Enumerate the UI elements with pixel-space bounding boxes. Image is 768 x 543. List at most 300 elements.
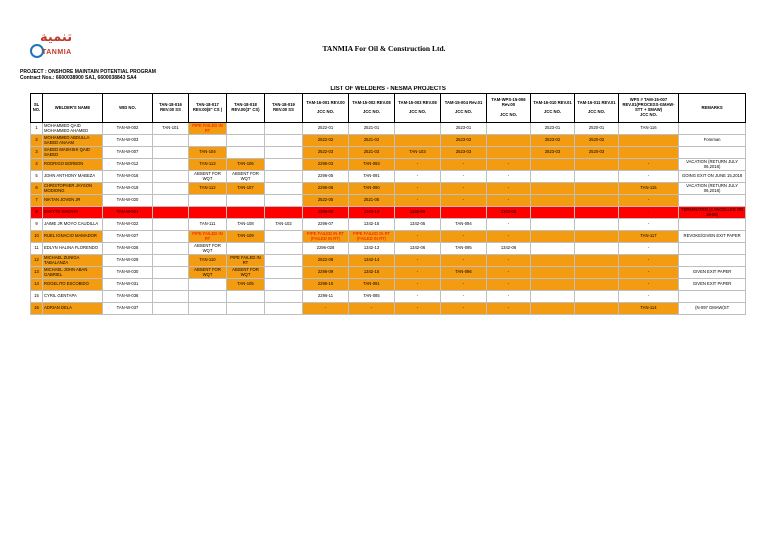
cell-c4 [265, 171, 303, 183]
table-row [31, 135, 746, 147]
cell-c1 [153, 207, 189, 219]
cell-c12: TAN-116 [619, 123, 679, 135]
cell-c6: 1342-14 [349, 207, 395, 219]
cell-c6: TAN-093 [349, 159, 395, 171]
cell-c10: 2523-01 [531, 123, 575, 135]
cell-c13 [679, 195, 746, 207]
cell-c12: - [619, 207, 679, 219]
cell-sl: 10 [31, 231, 43, 243]
cell-c1 [153, 231, 189, 243]
cell-c1 [153, 291, 189, 303]
cell-c1 [153, 279, 189, 291]
header-h1: TAN-18-016 REV.00 SS [153, 94, 189, 123]
cell-c12: TAN-114 [619, 303, 679, 315]
cell-c9: - [487, 195, 531, 207]
cell-c6: TAN-091 [349, 279, 395, 291]
cell-c7: - [395, 183, 441, 195]
cell-c3 [227, 207, 265, 219]
cell-c13 [679, 219, 746, 231]
cell-c3: TAN-107 [227, 183, 265, 195]
cell-sl: 15 [31, 291, 43, 303]
cell-c3 [227, 195, 265, 207]
cell-c7: - [395, 159, 441, 171]
cell-c2: PIPE FAILED IN RT [189, 231, 227, 243]
table-row [31, 255, 746, 267]
cell-c2 [189, 195, 227, 207]
cell-sl: 16 [31, 303, 43, 315]
cell-wid: TAN-W-003 [103, 135, 153, 147]
cell-c13 [679, 123, 746, 135]
cell-c8: 2523-02 [441, 135, 487, 147]
cell-name: EDLYN HALINA FLORENDO [43, 243, 103, 255]
header-h8-top: TAM-15-004 Rev.01 [444, 99, 483, 105]
header-h11-top: TAM-16-011 REV.01 [577, 99, 616, 105]
header-h5-sub: JCC NO. [317, 109, 334, 115]
cell-c5: 2296-08 [303, 207, 349, 219]
header-h6 [349, 94, 395, 123]
header-h11-sub: JCC NO. [588, 109, 605, 115]
table-row [31, 207, 746, 219]
cell-c4 [265, 255, 303, 267]
cell-c12: - [619, 267, 679, 279]
cell-c12: - [619, 255, 679, 267]
cell-name: MICHAEL ZUNIGA TABALANZA [43, 255, 103, 267]
cell-c6: TAN-085 [349, 291, 395, 303]
cell-c9: - [487, 291, 531, 303]
cell-c10 [531, 255, 575, 267]
header-h12-top: WPS # TAM-15-007 REV.01(PROCESS-GMAW-STT + SMAW) [622, 97, 675, 112]
cell-c7: - [395, 231, 441, 243]
cell-c13: GOING EXIT ON JUNE 15,2018 [679, 171, 746, 183]
cell-c9: - [487, 255, 531, 267]
cell-c5: 2296-05 [303, 171, 349, 183]
header-h5-top: TAM-16-001 REV.00 [306, 99, 345, 105]
cell-wid: TAN-W-030 [103, 267, 153, 279]
cell-sl: 6 [31, 183, 43, 195]
cell-sl: 4 [31, 159, 43, 171]
cell-c9: 1342-05 [487, 207, 531, 219]
cell-c10 [531, 159, 575, 171]
cell-c6: PIPE FAILED IN RT (FAILED IN RT) [349, 231, 395, 243]
header-h12 [619, 94, 679, 123]
cell-c12: - [619, 243, 679, 255]
cell-c13: VACATION (RETURN JULY 06,2018) [679, 183, 746, 195]
cell-c1 [153, 267, 189, 279]
cell-c1 [153, 255, 189, 267]
cell-c7 [395, 123, 441, 135]
header-h10-sub: JCC NO. [544, 109, 561, 115]
cell-c4 [265, 267, 303, 279]
cell-c5: 2296-10 [303, 279, 349, 291]
cell-wid: TAN-W-022 [103, 219, 153, 231]
cell-c4 [265, 207, 303, 219]
cell-c11 [575, 267, 619, 279]
cell-c3: ABSENT FOR WQT [227, 267, 265, 279]
table-row [31, 159, 746, 171]
cell-c11 [575, 291, 619, 303]
cell-c1 [153, 195, 189, 207]
table-row [31, 171, 746, 183]
cell-c1 [153, 147, 189, 159]
cell-c5: 2522-08 [303, 255, 349, 267]
cell-c13: Foreman [679, 135, 746, 147]
cell-c10 [531, 267, 575, 279]
cell-wid: TAN-W-036 [103, 291, 153, 303]
header-h7 [395, 94, 441, 123]
header-h9 [487, 94, 531, 123]
cell-c13 [679, 255, 746, 267]
cell-c8: - [441, 279, 487, 291]
cell-name: JOHN ANTHONY MABEZA [43, 171, 103, 183]
cell-wid: TAN-W-027 [103, 231, 153, 243]
cell-c1 [153, 219, 189, 231]
cell-sl: 9 [31, 219, 43, 231]
cell-c10 [531, 291, 575, 303]
cell-c8: - [441, 171, 487, 183]
cell-c11: 2520-03 [575, 147, 619, 159]
cell-c6: TAN-090 [349, 183, 395, 195]
cell-c8: - [441, 231, 487, 243]
cell-c11 [575, 207, 619, 219]
cell-c4 [265, 183, 303, 195]
cell-c6: 2521-02 [349, 135, 395, 147]
cell-c6: 2521-01 [349, 123, 395, 135]
cell-wid: TAN-W-021 [103, 207, 153, 219]
cell-c5: 2296-07 [303, 219, 349, 231]
header-h4: TAN-18-019 REV.00 SS [265, 94, 303, 123]
cell-c12: - [619, 195, 679, 207]
cell-c5: 2522-03 [303, 147, 349, 159]
cell-c9: - [487, 219, 531, 231]
cell-c9: - [487, 171, 531, 183]
cell-sl: 14 [31, 279, 43, 291]
cell-c3 [227, 243, 265, 255]
table-row [31, 219, 746, 231]
cell-wid: TAN-W-007 [103, 147, 153, 159]
cell-c9: - [487, 279, 531, 291]
cell-sl: 3 [31, 147, 43, 159]
cell-c3: TAN-109 [227, 231, 265, 243]
cell-sl: 7 [31, 195, 43, 207]
cell-c2 [189, 291, 227, 303]
header-h3: TAN-18-018 REV.00(3" CS) [227, 94, 265, 123]
cell-c12 [619, 135, 679, 147]
cell-c11 [575, 279, 619, 291]
cell-c4 [265, 291, 303, 303]
cell-c7: 1342-06 [395, 243, 441, 255]
table-row [31, 183, 746, 195]
cell-c2 [189, 303, 227, 315]
cell-c1 [153, 183, 189, 195]
cell-c13 [679, 147, 746, 159]
cell-c6: 2521-05 [349, 195, 395, 207]
cell-c2: TAN-111 [189, 219, 227, 231]
header-h6-top: TAM-15-002 REV.08 [352, 99, 391, 105]
header-h8-sub: JCC NO. [455, 109, 472, 115]
cell-c9 [487, 135, 531, 147]
cell-c11 [575, 171, 619, 183]
cell-c5: 2296-11 [303, 291, 349, 303]
cell-wid: TAN-W-016 [103, 171, 153, 183]
cell-name: MICHAEL JOHN ABAN GABRIEL [43, 267, 103, 279]
cell-c3 [227, 123, 265, 135]
cell-c7: TAN-103 [395, 147, 441, 159]
table-row [31, 123, 746, 135]
header-h7-top: TAM-15-003 REV.08 [398, 99, 437, 105]
cell-c6: - [349, 303, 395, 315]
header-h12-sub: JCC NO. [640, 111, 657, 117]
cell-name: CHRISTOPHER JAYSON MODIONG [43, 183, 103, 195]
cell-c2 [189, 207, 227, 219]
cell-c10 [531, 195, 575, 207]
cell-c5: 2296-03 [303, 159, 349, 171]
project-info [20, 69, 156, 81]
cell-wid: TAN-W-028 [103, 243, 153, 255]
table-body [31, 123, 746, 315]
cell-c1 [153, 159, 189, 171]
header-h9-sub: JCC NO. [500, 111, 517, 117]
header-sl: SL NO. [31, 94, 43, 123]
cell-c1 [153, 171, 189, 183]
cell-c4 [265, 243, 303, 255]
cell-c11 [575, 183, 619, 195]
cell-wid: TAN-W-012 [103, 159, 153, 171]
cell-c11 [575, 243, 619, 255]
cell-c3: TAN-108 [227, 219, 265, 231]
cell-c2: TAN-112 [189, 183, 227, 195]
cell-c10: 2523-03 [531, 147, 575, 159]
cell-wid: TAN-W-037 [103, 303, 153, 315]
cell-c11 [575, 255, 619, 267]
cell-c5: - [303, 303, 349, 315]
cell-c11 [575, 231, 619, 243]
cell-name: CYRIL GENTAPA [43, 291, 103, 303]
cell-name: RUEL IGNACIO MAMADOR [43, 231, 103, 243]
cell-c2: ABSENT FOR WQT [189, 243, 227, 255]
cell-c8: TAN-096 [441, 267, 487, 279]
logo-arabic-text: تنمية [40, 30, 73, 45]
cell-c9 [487, 147, 531, 159]
cell-c11 [575, 195, 619, 207]
cell-c3 [227, 147, 265, 159]
cell-sl: 13 [31, 267, 43, 279]
cell-c6: 1342-14 [349, 255, 395, 267]
cell-c2 [189, 135, 227, 147]
cell-c8: - [441, 159, 487, 171]
cell-c10 [531, 219, 575, 231]
header-h2: TAN-18-017 REV.00(8" CS ) [189, 94, 227, 123]
table-row [31, 291, 746, 303]
cell-c13: TERMINATED (CANCELLED ON 16-08) [679, 207, 746, 219]
header-h13: REMARKS [679, 94, 746, 123]
cell-c7: 1342-05 [395, 219, 441, 231]
cell-c9: 1342-06 [487, 243, 531, 255]
cell-c5: 2296-06 [303, 183, 349, 195]
cell-c8: 2523-01 [441, 123, 487, 135]
cell-c12: - [619, 279, 679, 291]
cell-c9: - [487, 267, 531, 279]
cell-sl: 5 [31, 171, 43, 183]
cell-c8 [441, 207, 487, 219]
cell-c7: - [395, 303, 441, 315]
cell-c10 [531, 243, 575, 255]
cell-sl: 11 [31, 243, 43, 255]
cell-c3 [227, 135, 265, 147]
cell-c8: - [441, 183, 487, 195]
cell-c6: 1342-15 [349, 267, 395, 279]
cell-c11: 2520-02 [575, 135, 619, 147]
table-row [31, 231, 746, 243]
cell-c10 [531, 171, 575, 183]
cell-c12: TAN-117 [619, 231, 679, 243]
welders-table [30, 86, 746, 315]
cell-c6: 1342-15 [349, 219, 395, 231]
cell-c2: TAN-110 [189, 255, 227, 267]
cell-c4 [265, 123, 303, 135]
cell-name: ZAKYTE NADAYA [43, 207, 103, 219]
cell-c5: 2522-02 [303, 135, 349, 147]
cell-c13: REVOKE/GIVEN EXIT PAPER [679, 231, 746, 243]
cell-c11: 2520-01 [575, 123, 619, 135]
cell-c6: 1342-13 [349, 243, 395, 255]
cell-c3: ABSENT FOR WQT [227, 171, 265, 183]
cell-sl: 12 [31, 255, 43, 267]
header-h5 [303, 94, 349, 123]
header-h8 [441, 94, 487, 123]
cell-c10 [531, 231, 575, 243]
cell-c3: TAN-105 [227, 279, 265, 291]
cell-c13 [679, 243, 746, 255]
cell-c8: 2523-03 [441, 147, 487, 159]
table-row [31, 147, 746, 159]
logo-english-text: TANMIA [42, 49, 72, 56]
cell-c10 [531, 303, 575, 315]
company-name: TANMIA For Oil & Construction Ltd. [322, 44, 446, 53]
cell-c2: ABSENT FOR WQT [189, 267, 227, 279]
cell-c7: - [395, 171, 441, 183]
cell-c2 [189, 279, 227, 291]
cell-c13: GIVEN EXIT PAPER [679, 267, 746, 279]
cell-c5: PIPE FAILED IN RT (FAILED IN RT) [303, 231, 349, 243]
cell-c9 [487, 123, 531, 135]
cell-c10 [531, 207, 575, 219]
cell-c4: TAN-102 [265, 219, 303, 231]
cell-c10: 2523-02 [531, 135, 575, 147]
cell-c7: - [395, 279, 441, 291]
cell-c9: - [487, 231, 531, 243]
table-row [31, 279, 746, 291]
header-h10 [531, 94, 575, 123]
cell-c9: - [487, 303, 531, 315]
cell-c4 [265, 147, 303, 159]
cell-c3: PIPE FAILED IN RT [227, 255, 265, 267]
cell-c5: 2296-028 [303, 243, 349, 255]
cell-c4 [265, 135, 303, 147]
cell-wid: TAN-W-029 [103, 255, 153, 267]
cell-c7: - [395, 291, 441, 303]
cell-name: JAIME JR MOYO CAUDILLA [43, 219, 103, 231]
cell-c2: ABSENT FOR WQT [189, 171, 227, 183]
cell-c13: (N-097 GMAW(ST [679, 303, 746, 315]
cell-c3: TAN-106 [227, 159, 265, 171]
cell-c5: 2522-05 [303, 195, 349, 207]
cell-c11 [575, 219, 619, 231]
cell-c7: - [395, 195, 441, 207]
cell-c9: - [487, 159, 531, 171]
cell-c2: TAN-113 [189, 159, 227, 171]
cell-c4 [265, 279, 303, 291]
cell-name: NIKTAN JOVEN JR [43, 195, 103, 207]
table-row [31, 303, 746, 315]
cell-c13: GIVEN EXIT PAPER [679, 279, 746, 291]
cell-c9: - [487, 183, 531, 195]
header-h9-top: TAM-WPS-15-006 Rev.00 [491, 97, 526, 108]
cell-c12: TAN-115 [619, 183, 679, 195]
table-title: LIST OF WELDERS - NESMA PROJECTS [31, 86, 746, 94]
cell-c8: TAN-094 [441, 219, 487, 231]
cell-wid: TAN-W-002 [103, 123, 153, 135]
cell-c5: 2296-09 [303, 267, 349, 279]
table-row [31, 243, 746, 255]
header-h6-sub: JCC NO. [363, 109, 380, 115]
cell-c7 [395, 135, 441, 147]
cell-c1 [153, 303, 189, 315]
cell-name: MOHAMMED ABDULLA SAEED ANAAM [43, 135, 103, 147]
cell-c7: 1342-05 [395, 207, 441, 219]
welders-sheet [30, 86, 745, 315]
cell-c12: - [619, 219, 679, 231]
cell-name: ROGELITO ESCOBIDO [43, 279, 103, 291]
cell-sl: 1 [31, 123, 43, 135]
cell-c8: - [441, 303, 487, 315]
cell-c12: - [619, 171, 679, 183]
cell-sl: 8 [31, 207, 43, 219]
cell-c4 [265, 195, 303, 207]
cell-sl: 2 [31, 135, 43, 147]
cell-c10 [531, 183, 575, 195]
table-row [31, 267, 746, 279]
cell-c6: TAN-091 [349, 171, 395, 183]
cell-c1 [153, 135, 189, 147]
header-h7-sub: JCC NO. [409, 109, 426, 115]
header-h10-top: TAM-16-010 REV.01 [533, 99, 572, 105]
cell-c4 [265, 231, 303, 243]
cell-c12 [619, 147, 679, 159]
cell-c8: - [441, 195, 487, 207]
cell-c8: TAN-095 [441, 243, 487, 255]
cell-c12: - [619, 159, 679, 171]
cell-wid: TAN-W-020 [103, 195, 153, 207]
table-row [31, 195, 746, 207]
cell-c11 [575, 303, 619, 315]
cell-c11 [575, 159, 619, 171]
cell-c1: TAN-101 [153, 123, 189, 135]
cell-name: SAEED MASHSHI QAID SAEED [43, 147, 103, 159]
cell-c13 [679, 291, 746, 303]
cell-c10 [531, 279, 575, 291]
cell-wid: TAN-W-019 [103, 183, 153, 195]
cell-c8: - [441, 255, 487, 267]
contract-line: Contract Nos.: 6600038900 SA1, 6600038843 SA4 [20, 75, 137, 81]
cell-wid: TAN-W-031 [103, 279, 153, 291]
cell-c13: VACATION (RETURN JULY 06,2018) [679, 159, 746, 171]
cell-c1 [153, 243, 189, 255]
header-name: WELDER'S NAME [43, 94, 103, 123]
cell-name: ADRIAN DELA [43, 303, 103, 315]
cell-c3 [227, 291, 265, 303]
cell-c6: 2521-03 [349, 147, 395, 159]
cell-name: MOHAMMED QAID MOHAMMED AHAMED [43, 123, 103, 135]
